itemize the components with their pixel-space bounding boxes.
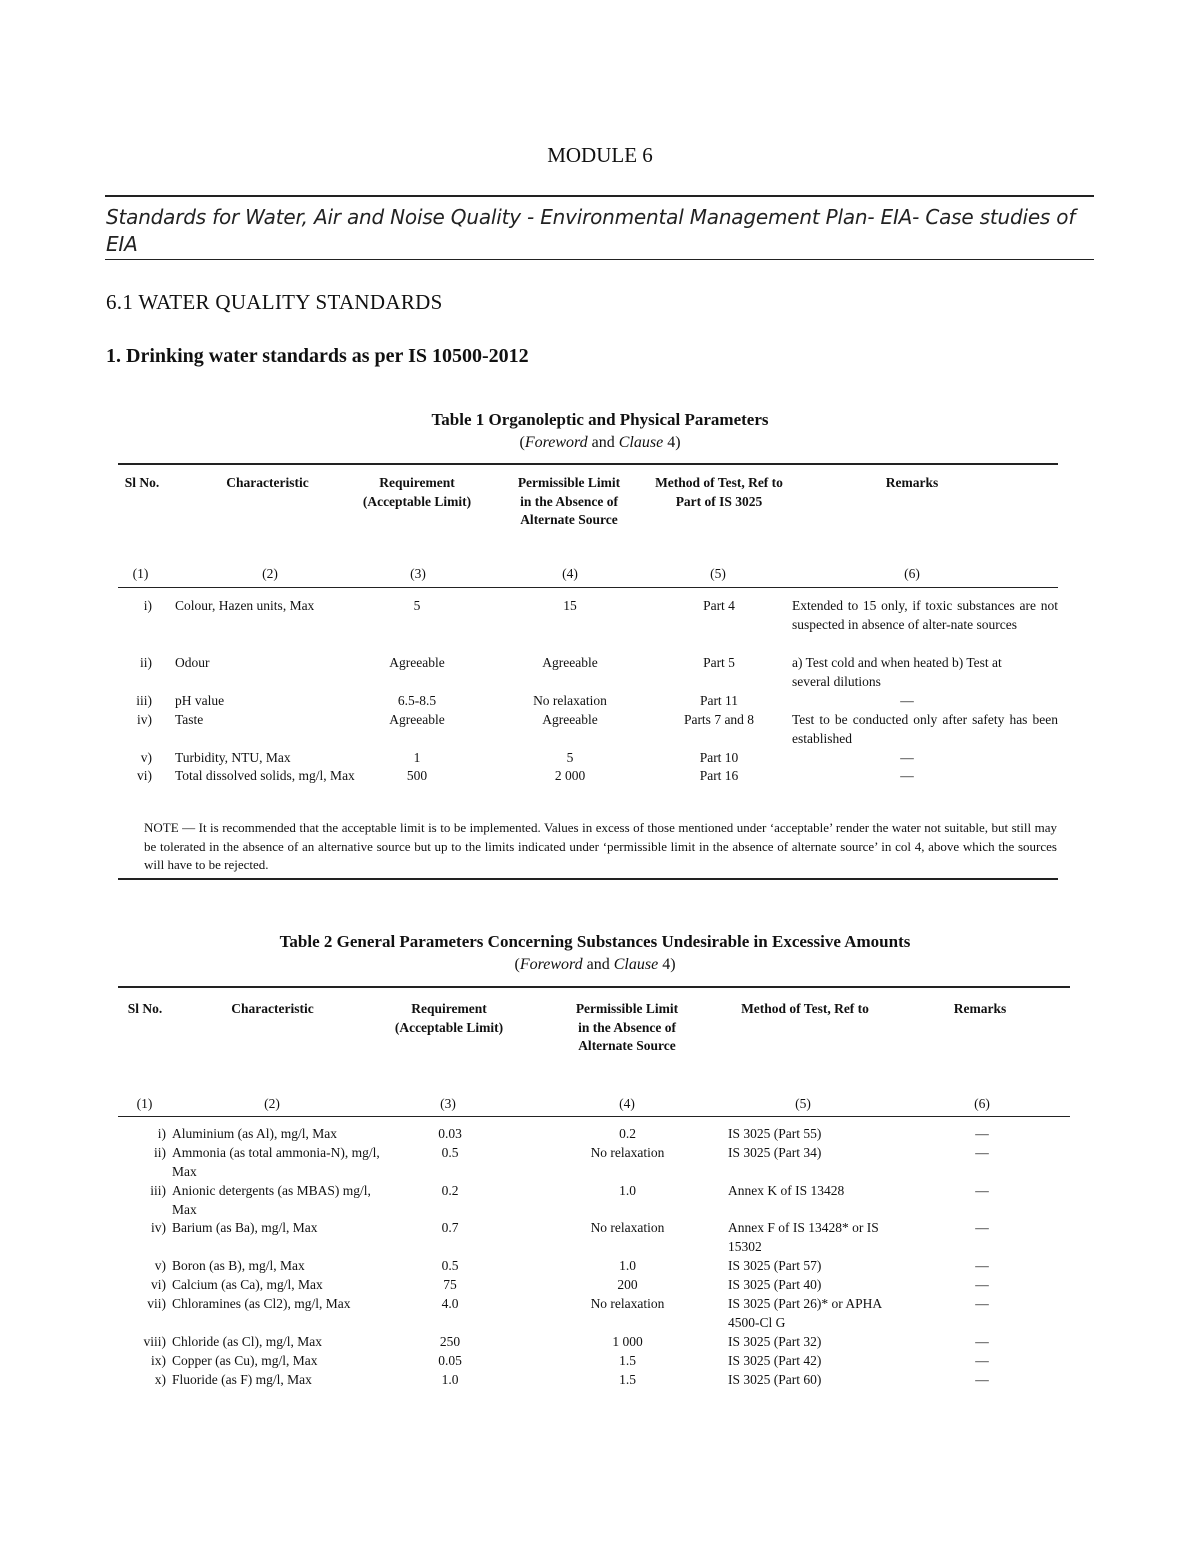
table2-header-requirement: Requirement (Acceptable Limit)	[394, 1001, 504, 1035]
table2-method: IS 3025 (Part 57)	[728, 1258, 822, 1273]
table2-sl: i)	[157, 1126, 166, 1141]
table2-sl: v)	[154, 1258, 166, 1273]
table2-sl: ix)	[151, 1353, 166, 1368]
table1-colnum-6: (6)	[904, 566, 920, 581]
table2-sl: x)	[154, 1372, 166, 1387]
table2-header-sl: Sl No.	[127, 1001, 163, 1016]
table1-permissible: No relaxation	[533, 693, 607, 708]
table1-characteristic: Total dissolved solids, mg/l, Max	[175, 768, 355, 783]
table2-remarks: —	[975, 1126, 989, 1141]
table1-method: Part 10	[699, 750, 739, 765]
table1-method: Parts 7 and 8	[683, 712, 755, 727]
table2-remarks: —	[975, 1183, 989, 1198]
table2-reference: (Foreword and Clause 4)	[514, 956, 676, 973]
table2-sl: vi)	[151, 1277, 166, 1292]
table1-remarks: Extended to 15 only, if toxic substances are not suspected in absence of alter-nate sources	[792, 598, 1058, 632]
table2-permissible: 1.5	[619, 1353, 636, 1368]
table2-permissible: 1.0	[619, 1258, 636, 1273]
table1-header-rule	[118, 587, 1058, 588]
table2-method: IS 3025 (Part 60)	[728, 1372, 822, 1387]
table2-requirement: 0.5	[441, 1145, 459, 1160]
table1-remarks: —	[900, 693, 914, 708]
table2-requirement: 75	[443, 1277, 457, 1292]
table2-title: Table 2 General Parameters Concerning Substances Undesirable in Excessive Amounts	[279, 932, 911, 951]
table1-colnum-4: (4)	[562, 566, 578, 581]
table2-method: IS 3025 (Part 32)	[728, 1334, 822, 1349]
table2-colnum-3: (3)	[440, 1096, 456, 1111]
table2-sl: ii)	[154, 1145, 166, 1160]
table1-header-remarks: Remarks	[885, 475, 939, 490]
table1-remarks: Test to be conducted only after safety has been established	[792, 712, 1058, 746]
table2-sl: iv)	[151, 1220, 166, 1235]
table2-requirement: 0.2	[441, 1183, 459, 1198]
module-subtitle: Standards for Water, Air and Noise Quality - Environmental Management Plan- EIA- Case studies of EIA	[106, 205, 1076, 256]
table2-characteristic: Chloramines (as Cl2), mg/l, Max	[172, 1296, 351, 1311]
table2-header-remarks: Remarks	[953, 1001, 1007, 1016]
table1-colnum-5: (5)	[710, 566, 726, 581]
table2-requirement: 0.05	[438, 1353, 462, 1368]
table2-characteristic: Ammonia (as total ammonia-N), mg/l, Max	[172, 1145, 380, 1179]
table2-requirement: 1.0	[441, 1372, 459, 1387]
table1-permissible: 15	[563, 598, 577, 613]
table2-characteristic: Copper (as Cu), mg/l, Max	[172, 1353, 318, 1368]
table1-permissible: 5	[566, 750, 574, 765]
table2-requirement: 0.5	[441, 1258, 459, 1273]
table1-header-permissible: Permissible Limit in the Absence of Alternate Source	[517, 475, 621, 527]
table1-characteristic: Odour	[175, 655, 210, 670]
table2-method: IS 3025 (Part 55)	[728, 1126, 822, 1141]
table2-method: IS 3025 (Part 42)	[728, 1353, 822, 1368]
table1-colnum-1: (1)	[132, 566, 149, 581]
table2-characteristic: Barium (as Ba), mg/l, Max	[172, 1220, 318, 1235]
table2-requirement: 0.7	[441, 1220, 459, 1235]
table1-method: Part 16	[699, 768, 739, 783]
table2-method: Annex F of IS 13428* or IS 15302	[728, 1220, 879, 1254]
table2-requirement: 250	[439, 1334, 461, 1349]
table1-method: Part 4	[703, 598, 735, 613]
table2-colnum-2: (2)	[264, 1096, 280, 1111]
table2-colnum-1: (1)	[136, 1096, 153, 1111]
table2-header-permissible: Permissible Limit in the Absence of Alternate Source	[575, 1001, 679, 1053]
table2-remarks: —	[975, 1258, 989, 1273]
table2-sl: iii)	[150, 1183, 166, 1198]
table1-note: NOTE — It is recommended that the acceptable limit is to be implemented. Values in excess of those mentioned under ‘acceptable’ render the water not suitable, but still may be tolerated in the absence of an alternative source but up to the limits indicated under ‘permissible limit in the absence of alternate source’ in col 4, above which the sources will have to be rejected.	[144, 820, 1057, 872]
table1-characteristic: Turbidity, NTU, Max	[175, 750, 291, 765]
table2-remarks: —	[975, 1334, 989, 1349]
sub-heading: 1. Drinking water standards as per IS 10500-2012	[106, 345, 529, 367]
table2-permissible: 1.0	[619, 1183, 636, 1198]
table2-header-method: Method of Test, Ref to	[741, 1001, 869, 1016]
section-heading: 6.1 WATER QUALITY STANDARDS	[106, 290, 443, 314]
table2-requirement: 4.0	[441, 1296, 459, 1311]
table1-bottom-rule	[118, 878, 1058, 880]
table1-header-characteristic: Characteristic	[226, 475, 309, 490]
table2-remarks: —	[975, 1296, 989, 1311]
table2-permissible: 0.2	[619, 1126, 636, 1141]
table1-permissible: Agreeable	[542, 655, 598, 670]
table2-remarks: —	[975, 1353, 989, 1368]
table1-characteristic: Taste	[175, 712, 204, 727]
table2-sl: viii)	[143, 1334, 166, 1349]
table2-characteristic: Calcium (as Ca), mg/l, Max	[172, 1277, 323, 1292]
table2-method: Annex K of IS 13428	[728, 1183, 845, 1198]
table2-method: IS 3025 (Part 40)	[728, 1277, 822, 1292]
table1-permissible: 2 000	[554, 768, 586, 783]
table1-requirement: Agreeable	[389, 655, 445, 670]
table1-method: Part 11	[699, 693, 739, 708]
table1-colnum-3: (3)	[410, 566, 426, 581]
table1-method: Part 5	[703, 655, 735, 670]
table1-sl: v)	[140, 750, 152, 765]
table1-requirement: 5	[413, 598, 421, 613]
table2-sl: vii)	[147, 1296, 166, 1311]
table1-sl: i)	[143, 598, 152, 613]
table1-sl: iii)	[136, 693, 152, 708]
table1-sl: iv)	[137, 712, 152, 727]
table1-header-requirement: Requirement (Acceptable Limit)	[362, 475, 472, 509]
table2-permissible: No relaxation	[590, 1220, 665, 1235]
table1-remarks: —	[900, 750, 914, 765]
table2-colnum-6: (6)	[974, 1096, 990, 1111]
table2-header-characteristic: Characteristic	[231, 1001, 314, 1016]
table2-characteristic: Aluminium (as Al), mg/l, Max	[172, 1126, 337, 1141]
table2-characteristic: Anionic detergents (as MBAS) mg/l, Max	[172, 1183, 371, 1217]
table2-remarks: —	[975, 1372, 989, 1387]
table2-permissible: 1 000	[612, 1334, 643, 1349]
table1-top-rule	[118, 463, 1058, 465]
table1-characteristic: Colour, Hazen units, Max	[175, 598, 315, 613]
table1-header-method: Method of Test, Ref to Part of IS 3025	[655, 475, 783, 509]
table1-sl: ii)	[140, 655, 152, 670]
table1-requirement: Agreeable	[389, 712, 445, 727]
table2-permissible: 200	[617, 1277, 638, 1292]
table2-requirement: 0.03	[438, 1126, 462, 1141]
table1-requirement: 1	[413, 750, 421, 765]
table2-characteristic: Boron (as B), mg/l, Max	[172, 1258, 305, 1273]
table1-permissible: Agreeable	[542, 712, 598, 727]
table2-remarks: —	[975, 1220, 989, 1235]
table1-colnum-2: (2)	[262, 566, 278, 581]
top-rule	[105, 195, 1094, 197]
table1-sl: vi)	[137, 768, 152, 783]
table2-method: IS 3025 (Part 34)	[728, 1145, 822, 1160]
table2-remarks: —	[975, 1277, 989, 1292]
table1-reference: (Foreword and Clause 4)	[519, 434, 681, 451]
table1-remarks: a) Test cold and when heated b) Test at several dilutions	[792, 655, 1002, 689]
table1-header-sl: Sl No.	[124, 475, 160, 490]
page-title: MODULE 6	[547, 143, 653, 167]
bottom-rule	[105, 259, 1094, 260]
table1-characteristic: pH value	[175, 693, 225, 708]
table2-permissible: No relaxation	[590, 1145, 665, 1160]
table2-top-rule	[118, 986, 1070, 988]
table1-requirement: 6.5-8.5	[397, 693, 437, 708]
table2-remarks: —	[975, 1145, 989, 1160]
table2-characteristic: Chloride (as Cl), mg/l, Max	[172, 1334, 322, 1349]
table2-method: IS 3025 (Part 26)* or APHA 4500-Cl G	[728, 1296, 882, 1330]
table2-header-rule	[118, 1116, 1070, 1117]
table1-remarks: —	[900, 768, 914, 783]
table1-title: Table 1 Organoleptic and Physical Parameters	[431, 410, 769, 429]
table2-colnum-5: (5)	[795, 1096, 811, 1111]
table2-characteristic: Fluoride (as F) mg/l, Max	[172, 1372, 312, 1387]
table2-permissible: No relaxation	[590, 1296, 665, 1311]
table2-colnum-4: (4)	[619, 1096, 635, 1111]
table2-permissible: 1.5	[619, 1372, 636, 1387]
table1-requirement: 500	[406, 768, 428, 783]
